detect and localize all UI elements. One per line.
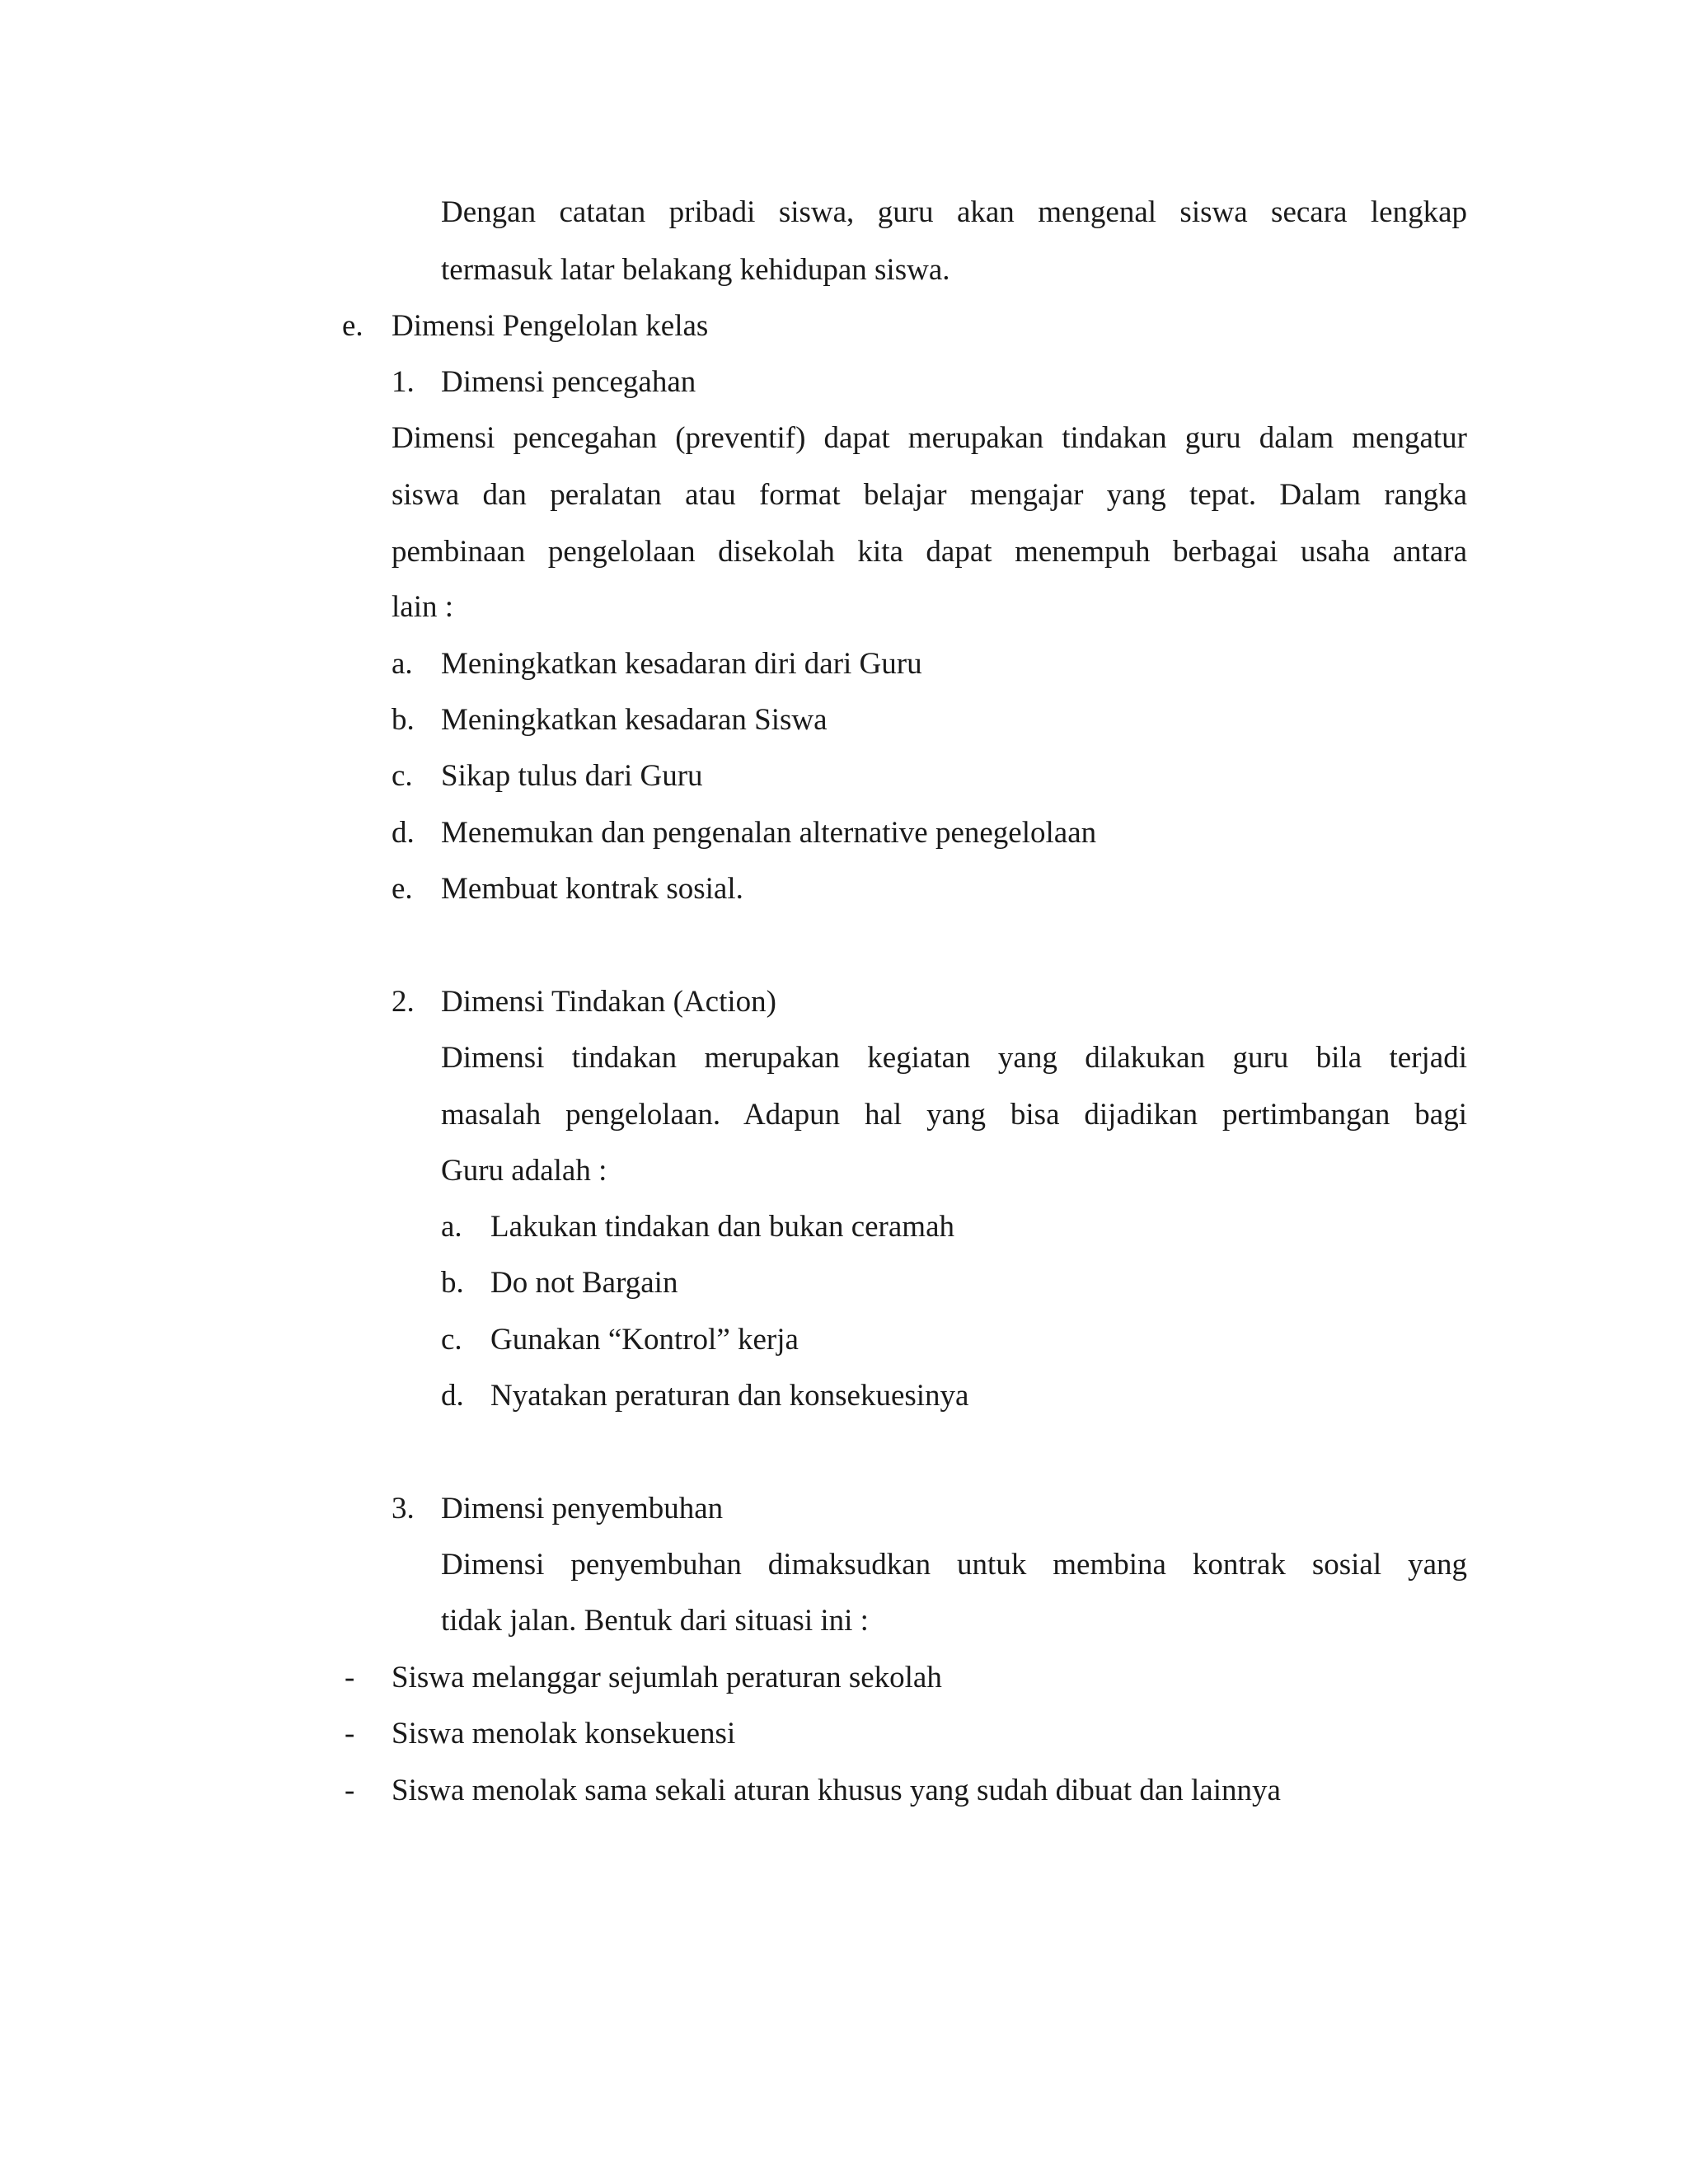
- dim1-item: Menemukan dan pengenalan alternative penegelolaan: [441, 816, 1097, 850]
- dim1-item: Membuat kontrak sosial.: [441, 872, 743, 906]
- bullet-item: Siswa melanggar sejumlah peraturan sekolah: [392, 1661, 942, 1694]
- dim1-para-line-3: pembinaan pengelolaan disekolah kita dapat menempuh berbagai usaha antara: [392, 535, 1467, 569]
- dim3-marker: 3.: [392, 1492, 415, 1526]
- dim1-title: Dimensi pencegahan: [441, 365, 696, 399]
- dim2-item-marker: d.: [441, 1379, 464, 1413]
- dim2-para-line-3: Guru adalah :: [441, 1154, 607, 1188]
- bullet-item: Siswa menolak konsekuensi: [392, 1717, 736, 1750]
- dim2-item: Do not Bargain: [490, 1266, 678, 1300]
- bullet-dash: -: [345, 1774, 355, 1807]
- bullet-dash: -: [345, 1661, 355, 1694]
- bullet-item: Siswa menolak sama sekali aturan khusus yang sudah dibuat dan lainnya: [392, 1774, 1281, 1807]
- dim1-para-line-4: lain :: [392, 590, 454, 624]
- dim2-item-marker: b.: [441, 1266, 464, 1300]
- dim1-marker: 1.: [392, 365, 415, 399]
- dim1-para-line-2: siswa dan peralatan atau format belajar mengajar yang tepat. Dalam rangka: [392, 478, 1467, 512]
- dim2-marker: 2.: [392, 985, 415, 1019]
- bullet-dash: -: [345, 1717, 355, 1750]
- section-e-title: Dimensi Pengelolan kelas: [392, 309, 709, 343]
- dim1-item-marker: e.: [392, 872, 413, 906]
- dim2-para-line-1: Dimensi tindakan merupakan kegiatan yang dilakukan guru bila terjadi: [441, 1041, 1467, 1075]
- dim2-item-marker: a.: [441, 1210, 462, 1244]
- dim2-item: Nyatakan peraturan dan konsekuesinya: [490, 1379, 969, 1413]
- intro-line-2: termasuk latar belakang kehidupan siswa.: [441, 253, 950, 287]
- dim1-item: Meningkatkan kesadaran Siswa: [441, 703, 828, 737]
- dim1-item-marker: d.: [392, 816, 415, 850]
- dim2-item-marker: c.: [441, 1323, 462, 1357]
- dim2-item: Lakukan tindakan dan bukan ceramah: [490, 1210, 954, 1244]
- section-e-marker: e.: [342, 309, 363, 343]
- dim2-para-line-2: masalah pengelolaan. Adapun hal yang bisa dijadikan pertimbangan bagi: [441, 1098, 1467, 1132]
- dim2-title: Dimensi Tindakan (Action): [441, 985, 776, 1019]
- dim3-para-line-2: tidak jalan. Bentuk dari situasi ini :: [441, 1604, 869, 1638]
- dim1-item-marker: c.: [392, 759, 413, 793]
- dim1-item-marker: b.: [392, 703, 415, 737]
- intro-line-1: Dengan catatan pribadi siswa, guru akan mengenal siswa secara lengkap: [441, 195, 1467, 229]
- dim1-item-marker: a.: [392, 647, 413, 681]
- dim2-item: Gunakan “Kontrol” kerja: [490, 1323, 799, 1357]
- dim1-item: Meningkatkan kesadaran diri dari Guru: [441, 647, 922, 681]
- dim1-para-line-1: Dimensi pencegahan (preventif) dapat merupakan tindakan guru dalam mengatur: [392, 421, 1467, 455]
- dim3-para-line-1: Dimensi penyembuhan dimaksudkan untuk membina kontrak sosial yang: [441, 1548, 1467, 1582]
- dim3-title: Dimensi penyembuhan: [441, 1492, 724, 1526]
- dim1-item: Sikap tulus dari Guru: [441, 759, 703, 793]
